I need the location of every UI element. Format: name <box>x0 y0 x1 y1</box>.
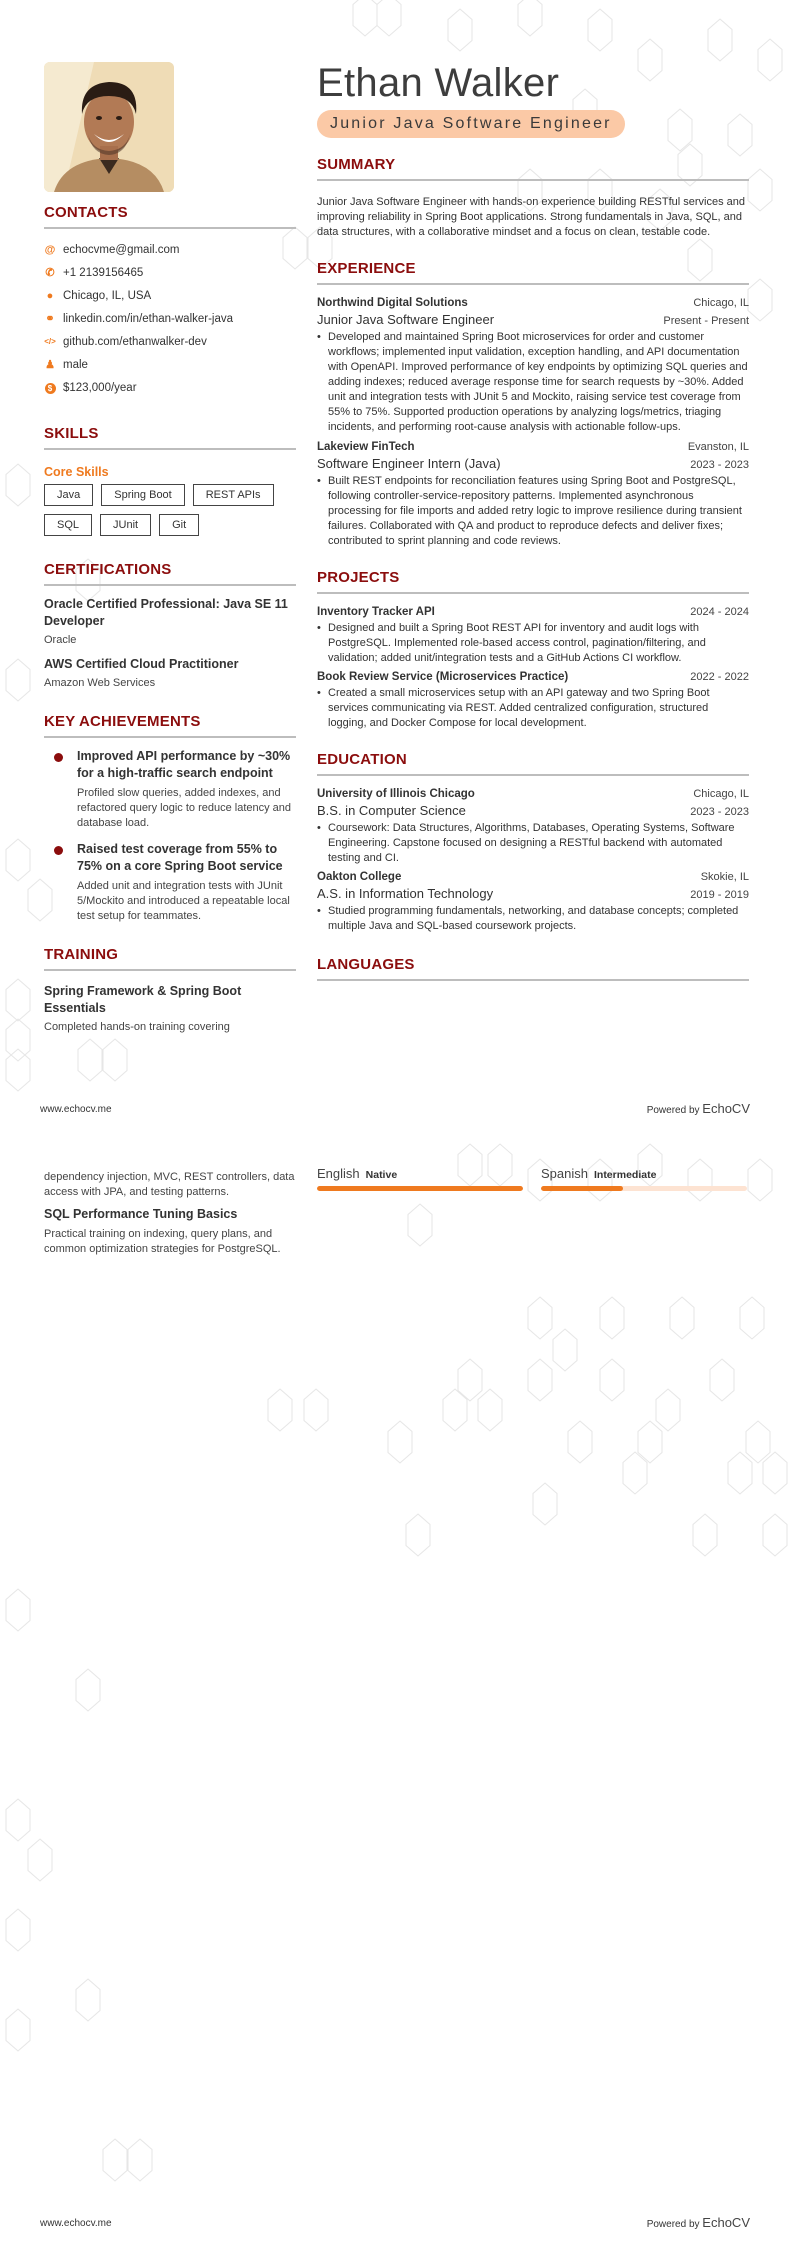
experience-item: Lakeview FinTech Evanston, IL Software Engineer Intern (Java) 2023 - 2023 • Built REST endpoints for reconciliation features using Spring Boot and PostgreSQL, following controller-service-repository patterns. Implemented asynchronous processing for file imports and added retry logic to improve resilience during transient failures. Collaborated with QA and product to reproduce defects and deliver fixes; contributed to sprint planning and code reviews. <box>317 441 749 549</box>
education-item: University of Illinois Chicago Chicago, IL B.S. in Computer Science 2023 - 2023 • Coursework: Data Structures, Algorithms, Databases, Operating Systems, Software Engineering. Capstone focused on designing a RESTful backend with automated testing and CI. <box>317 788 749 866</box>
education-item: Oakton College Skokie, IL A.S. in Information Technology 2019 - 2019 • Studied programming fundamentals, networking, and database concepts; completed multiple Java and SQL-based coursework projects. <box>317 871 749 934</box>
contacts-section <box>44 204 296 399</box>
summary-heading: SUMMARY <box>317 156 749 181</box>
skills-group-title: Core Skills <box>44 465 109 479</box>
experience-item: Northwind Digital Solutions Chicago, IL Junior Java Software Engineer Present - Present • Developed and maintained Spring Boot microservices for order and customer workflows; implemented input validation, exception handling, and API documentation with OpenAPI. Improved performance of key endpoints by optimizing SQL queries and adding indexes; reduced average response time for search requests by ~30%. Added unit and integration tests with JUnit 5 and Mockito, raising service test coverage from 55% to 75%. Supported production operations by analyzing logs/metrics, triaging incidents, and performing root-cause analysis with actionable follow-ups. <box>317 297 749 435</box>
proficiency-fill <box>317 1186 523 1191</box>
profile-photo <box>44 62 174 192</box>
footer-powered-by: Powered by EchoCV <box>646 2215 750 2230</box>
summary-section <box>317 156 749 240</box>
training-desc: Completed hands-on training covering <box>44 1021 230 1033</box>
projects-section <box>317 569 749 731</box>
phone-icon: ✆ <box>45 267 55 279</box>
contacts-heading: CONTACTS <box>44 204 296 229</box>
training-title: Spring Framework & Spring Boot Essentials <box>44 984 242 1015</box>
languages-heading: LANGUAGES <box>317 956 749 981</box>
footer-site-link[interactable]: www.echocv.me <box>40 2218 112 2229</box>
education-bullet: • Coursework: Data Structures, Algorithms, Databases, Operating Systems, Software Engineering. Capstone focused on designing a RESTful backend with automated testing and CI. <box>317 821 749 866</box>
language-item-english: English Native <box>317 1165 523 1191</box>
contact-linkedin[interactable]: ⚭ linkedin.com/in/ethan-walker-java <box>45 312 234 325</box>
echocv-brand: EchoCV <box>702 1101 750 1116</box>
skill-tag: SQL <box>44 514 92 536</box>
achievement-item: Improved API performance by ~30% for a high-traffic search endpoint Profiled slow queries, added indexes, and refactored query logic to reduce latency and database load. <box>44 748 296 831</box>
person-portrait-icon <box>44 62 174 192</box>
at-icon: @ <box>44 243 56 256</box>
education-heading: EDUCATION <box>317 751 749 776</box>
candidate-name: Ethan Walker <box>317 61 560 105</box>
location-pin-icon: ● <box>46 289 54 302</box>
training-section <box>44 946 296 1035</box>
summary-text: Junior Java Software Engineer with hands-on experience building RESTful services and improving reliability in Spring Boot applications. Strong fundamentals in Java, SQL, and data structures, with a collaborative mindset and a focus on clean, testable code. <box>317 196 746 238</box>
skill-tag: JUnit <box>100 514 151 536</box>
bullet-dot-icon <box>54 846 63 855</box>
proficiency-bar <box>541 1186 747 1191</box>
achievements-heading: KEY ACHIEVEMENTS <box>44 713 296 738</box>
right-column <box>317 60 749 981</box>
experience-bullet: • Built REST endpoints for reconciliation features using Spring Boot and PostgreSQL, following controller-service-repository patterns. Implemented asynchronous processing for file imports and added retry logic to improve resilience during transient failures. Collaborated with QA and product to reproduce defects and deliver fixes; contributed to sprint planning and code reviews. <box>317 474 749 549</box>
contact-location: ● Chicago, IL, USA <box>44 284 296 307</box>
experience-section <box>317 260 749 549</box>
skill-tag: Spring Boot <box>101 484 184 506</box>
right-column-continued <box>317 1165 749 1191</box>
certifications-heading: CERTIFICATIONS <box>44 561 296 586</box>
contact-email[interactable]: @ echocvme@gmail.com <box>44 243 180 256</box>
footer-powered-by: Powered by EchoCV <box>646 1101 750 1116</box>
languages-section <box>317 956 749 981</box>
achievement-item: Raised test coverage from 55% to 75% on a core Spring Boot service Added unit and integration tests with JUnit 5/Mockito and introduced a repeatable local test setup for teammates. <box>44 841 296 924</box>
contact-gender: ♟ male <box>45 358 88 371</box>
project-bullet: • Designed and built a Spring Boot REST API for inventory and audit logs with PostgreSQL. Implemented role-based access control, pagination/filtering, and validation; added unit/integration tests and a GitHub Actions CI workflow. <box>317 621 749 666</box>
code-icon: </> <box>44 337 56 346</box>
person-icon: ♟ <box>45 359 55 371</box>
skill-tags <box>44 484 284 536</box>
bullet-dot-icon <box>54 753 63 762</box>
project-item: Book Review Service (Microservices Practice) 2022 - 2022 • Created a small microservices setup with an API gateway and two Spring Boot services communicating via REST. Added centralized configuration, structured logging, and Docker Compose for local development. <box>317 671 749 731</box>
certifications-section <box>44 561 296 689</box>
certification-item: AWS Certified Cloud Practitioner Amazon Web Services <box>44 657 239 689</box>
left-column-continued <box>44 1170 296 1257</box>
skills-heading: SKILLS <box>44 425 296 450</box>
project-bullet: • Created a small microservices setup with an API gateway and two Spring Boot services communicating via REST. Added centralized configuration, structured logging, and Docker Compose for local development. <box>317 686 749 731</box>
echocv-brand: EchoCV <box>702 2215 750 2230</box>
footer-site-link[interactable]: www.echocv.me <box>40 1104 112 1115</box>
certification-item: Oracle Certified Professional: Java SE 11 Developer Oracle <box>44 597 288 646</box>
projects-heading: PROJECTS <box>317 569 749 594</box>
contact-phone[interactable]: ✆ +1 2139156465 <box>45 266 144 279</box>
training-heading: TRAINING <box>44 946 296 971</box>
language-list <box>317 1165 749 1191</box>
achievements-section <box>44 713 296 924</box>
language-item-spanish: Spanish Intermediate <box>541 1165 747 1191</box>
experience-bullet: • Developed and maintained Spring Boot microservices for order and customer workflows; implemented input validation, exception handling, and API documentation with OpenAPI. Improved performance of key endpoints by optimizing SQL queries and adding indexes; reduced average response time for search requests by ~30%. Added unit and integration tests with JUnit 5 and Mockito, raising service test coverage from 55% to 75%. Supported production operations by analyzing logs/metrics, triaging incidents, and performing root-cause analysis with actionable follow-ups. <box>317 330 749 435</box>
proficiency-fill <box>541 1186 623 1191</box>
contact-github[interactable]: </> github.com/ethanwalker-dev <box>44 335 207 348</box>
project-item: Inventory Tracker API 2024 - 2024 • Designed and built a Spring Boot REST API for inventory and audit logs with PostgreSQL. Implemented role-based access control, pagination/filtering, and validation; added unit/integration tests and a GitHub Actions CI workflow. <box>317 606 749 666</box>
skill-tag: Git <box>159 514 199 536</box>
contact-salary: $ $123,000/year <box>44 376 296 399</box>
experience-heading: EXPERIENCE <box>317 260 749 285</box>
skill-tag: REST APIs <box>193 484 274 506</box>
training-title: SQL Performance Tuning Basics <box>44 1207 238 1221</box>
resume-page-2 <box>0 1130 794 2246</box>
education-bullet: • Studied programming fundamentals, networking, and database concepts; completed multiple Java and SQL-based coursework projects. <box>317 904 749 934</box>
skills-section <box>44 425 296 536</box>
left-column <box>44 62 296 1035</box>
training-desc: Practical training on indexing, query plans, and common optimization strategies for PostgreSQL. <box>44 1228 281 1255</box>
link-icon: ⚭ <box>45 313 55 325</box>
training-desc-continued: dependency injection, MVC, REST controllers, data access with JPA, and testing patterns. <box>44 1171 295 1198</box>
dollar-coin-icon: $ <box>44 382 56 394</box>
skill-tag: Java <box>44 484 93 506</box>
education-section <box>317 751 749 934</box>
job-title-badge: Junior Java Software Engineer <box>317 110 625 138</box>
proficiency-bar <box>317 1186 523 1191</box>
